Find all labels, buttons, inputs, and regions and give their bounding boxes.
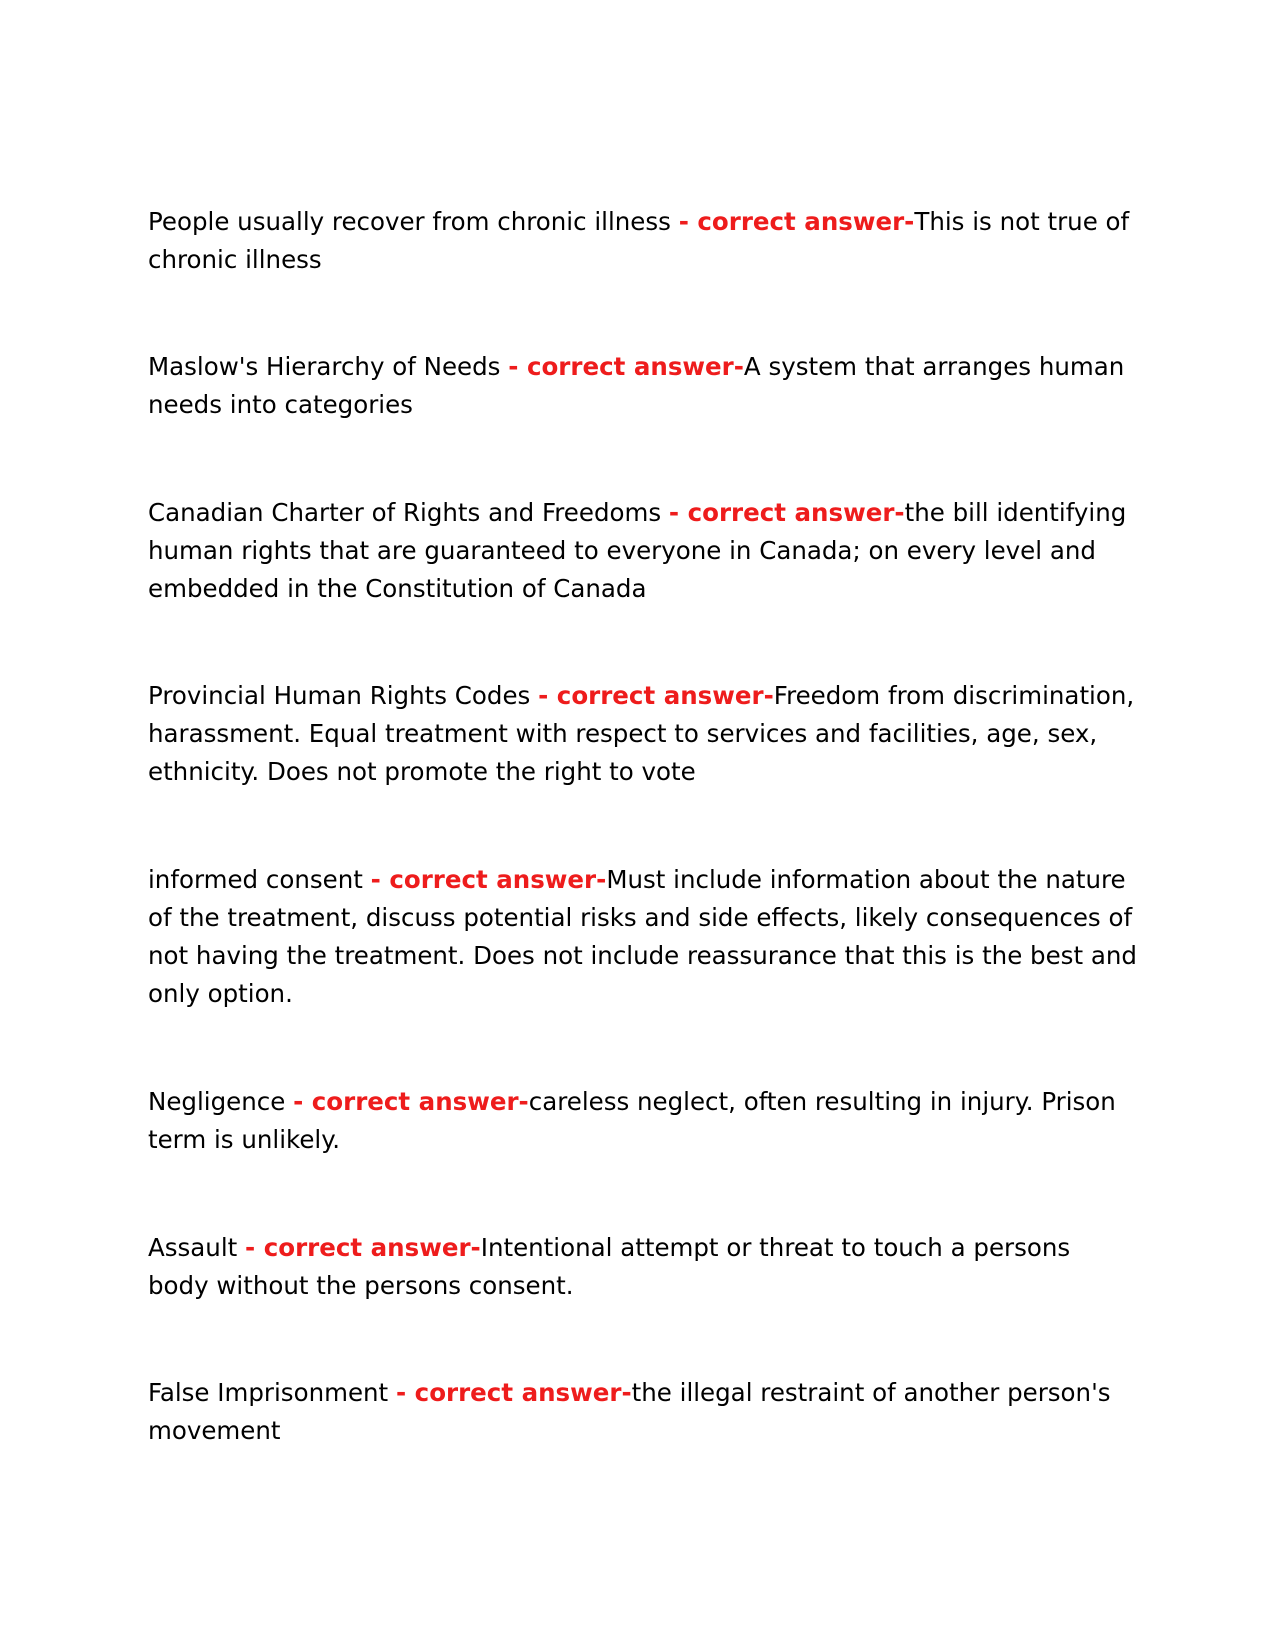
correct-answer-marker: - correct answer- <box>293 1087 529 1116</box>
flashcard-entry <box>148 203 1138 279</box>
entry-term: Assault <box>148 1233 238 1262</box>
entry-term: False Imprisonment <box>148 1378 389 1407</box>
entry-answer: the bill identifying human rights that are guaranteed to everyone in Canada; on every level and embedded in the Constitution of Canada <box>148 498 1127 603</box>
entry-term: informed consent <box>148 865 363 894</box>
flashcard-entry <box>148 1083 1138 1159</box>
flashcard-entry <box>148 1229 1138 1305</box>
correct-answer-marker: - correct answer- <box>395 1378 632 1407</box>
correct-answer-marker: - correct answer- <box>245 1233 481 1262</box>
entry-answer: Intentional attempt or threat to touch a persons body without the persons consent. <box>148 1233 1071 1300</box>
entry-term: People usually recover from chronic illness <box>148 207 671 236</box>
entry-answer: A system that arranges human needs into categories <box>148 352 1125 419</box>
entry-answer: This is not true of chronic illness <box>148 207 1130 274</box>
entry-answer: the illegal restraint of another person's movement <box>148 1378 1111 1445</box>
correct-answer-marker: - correct answer- <box>668 498 905 527</box>
entry-answer: Must include information about the nature of the treatment, discuss potential risks and side effects, likely consequences of not having the treatment. Does not include reassurance that this is the best and only option. <box>148 865 1137 1008</box>
entry-term: Provincial Human Rights Codes <box>148 681 531 710</box>
flashcard-entry <box>148 348 1138 424</box>
correct-answer-marker: - correct answer- <box>678 207 915 236</box>
entry-answer: Freedom from discrimination, harassment. Equal treatment with respect to services and facilities, age, sex, ethnicity. Does not promote the right to vote <box>148 681 1135 786</box>
flashcard-entry <box>148 494 1138 608</box>
entry-term: Maslow's Hierarchy of Needs <box>148 352 501 381</box>
correct-answer-marker: - correct answer- <box>508 352 744 381</box>
flashcard-entry <box>148 861 1138 1013</box>
correct-answer-marker: - correct answer- <box>370 865 607 894</box>
correct-answer-marker: - correct answer- <box>538 681 774 710</box>
entry-term: Negligence <box>148 1087 286 1116</box>
entry-term: Canadian Charter of Rights and Freedoms <box>148 498 662 527</box>
entry-answer: careless neglect, often resulting in injury. Prison term is unlikely. <box>148 1087 1116 1154</box>
flashcard-entry <box>148 1374 1138 1450</box>
flashcard-entry <box>148 677 1138 791</box>
